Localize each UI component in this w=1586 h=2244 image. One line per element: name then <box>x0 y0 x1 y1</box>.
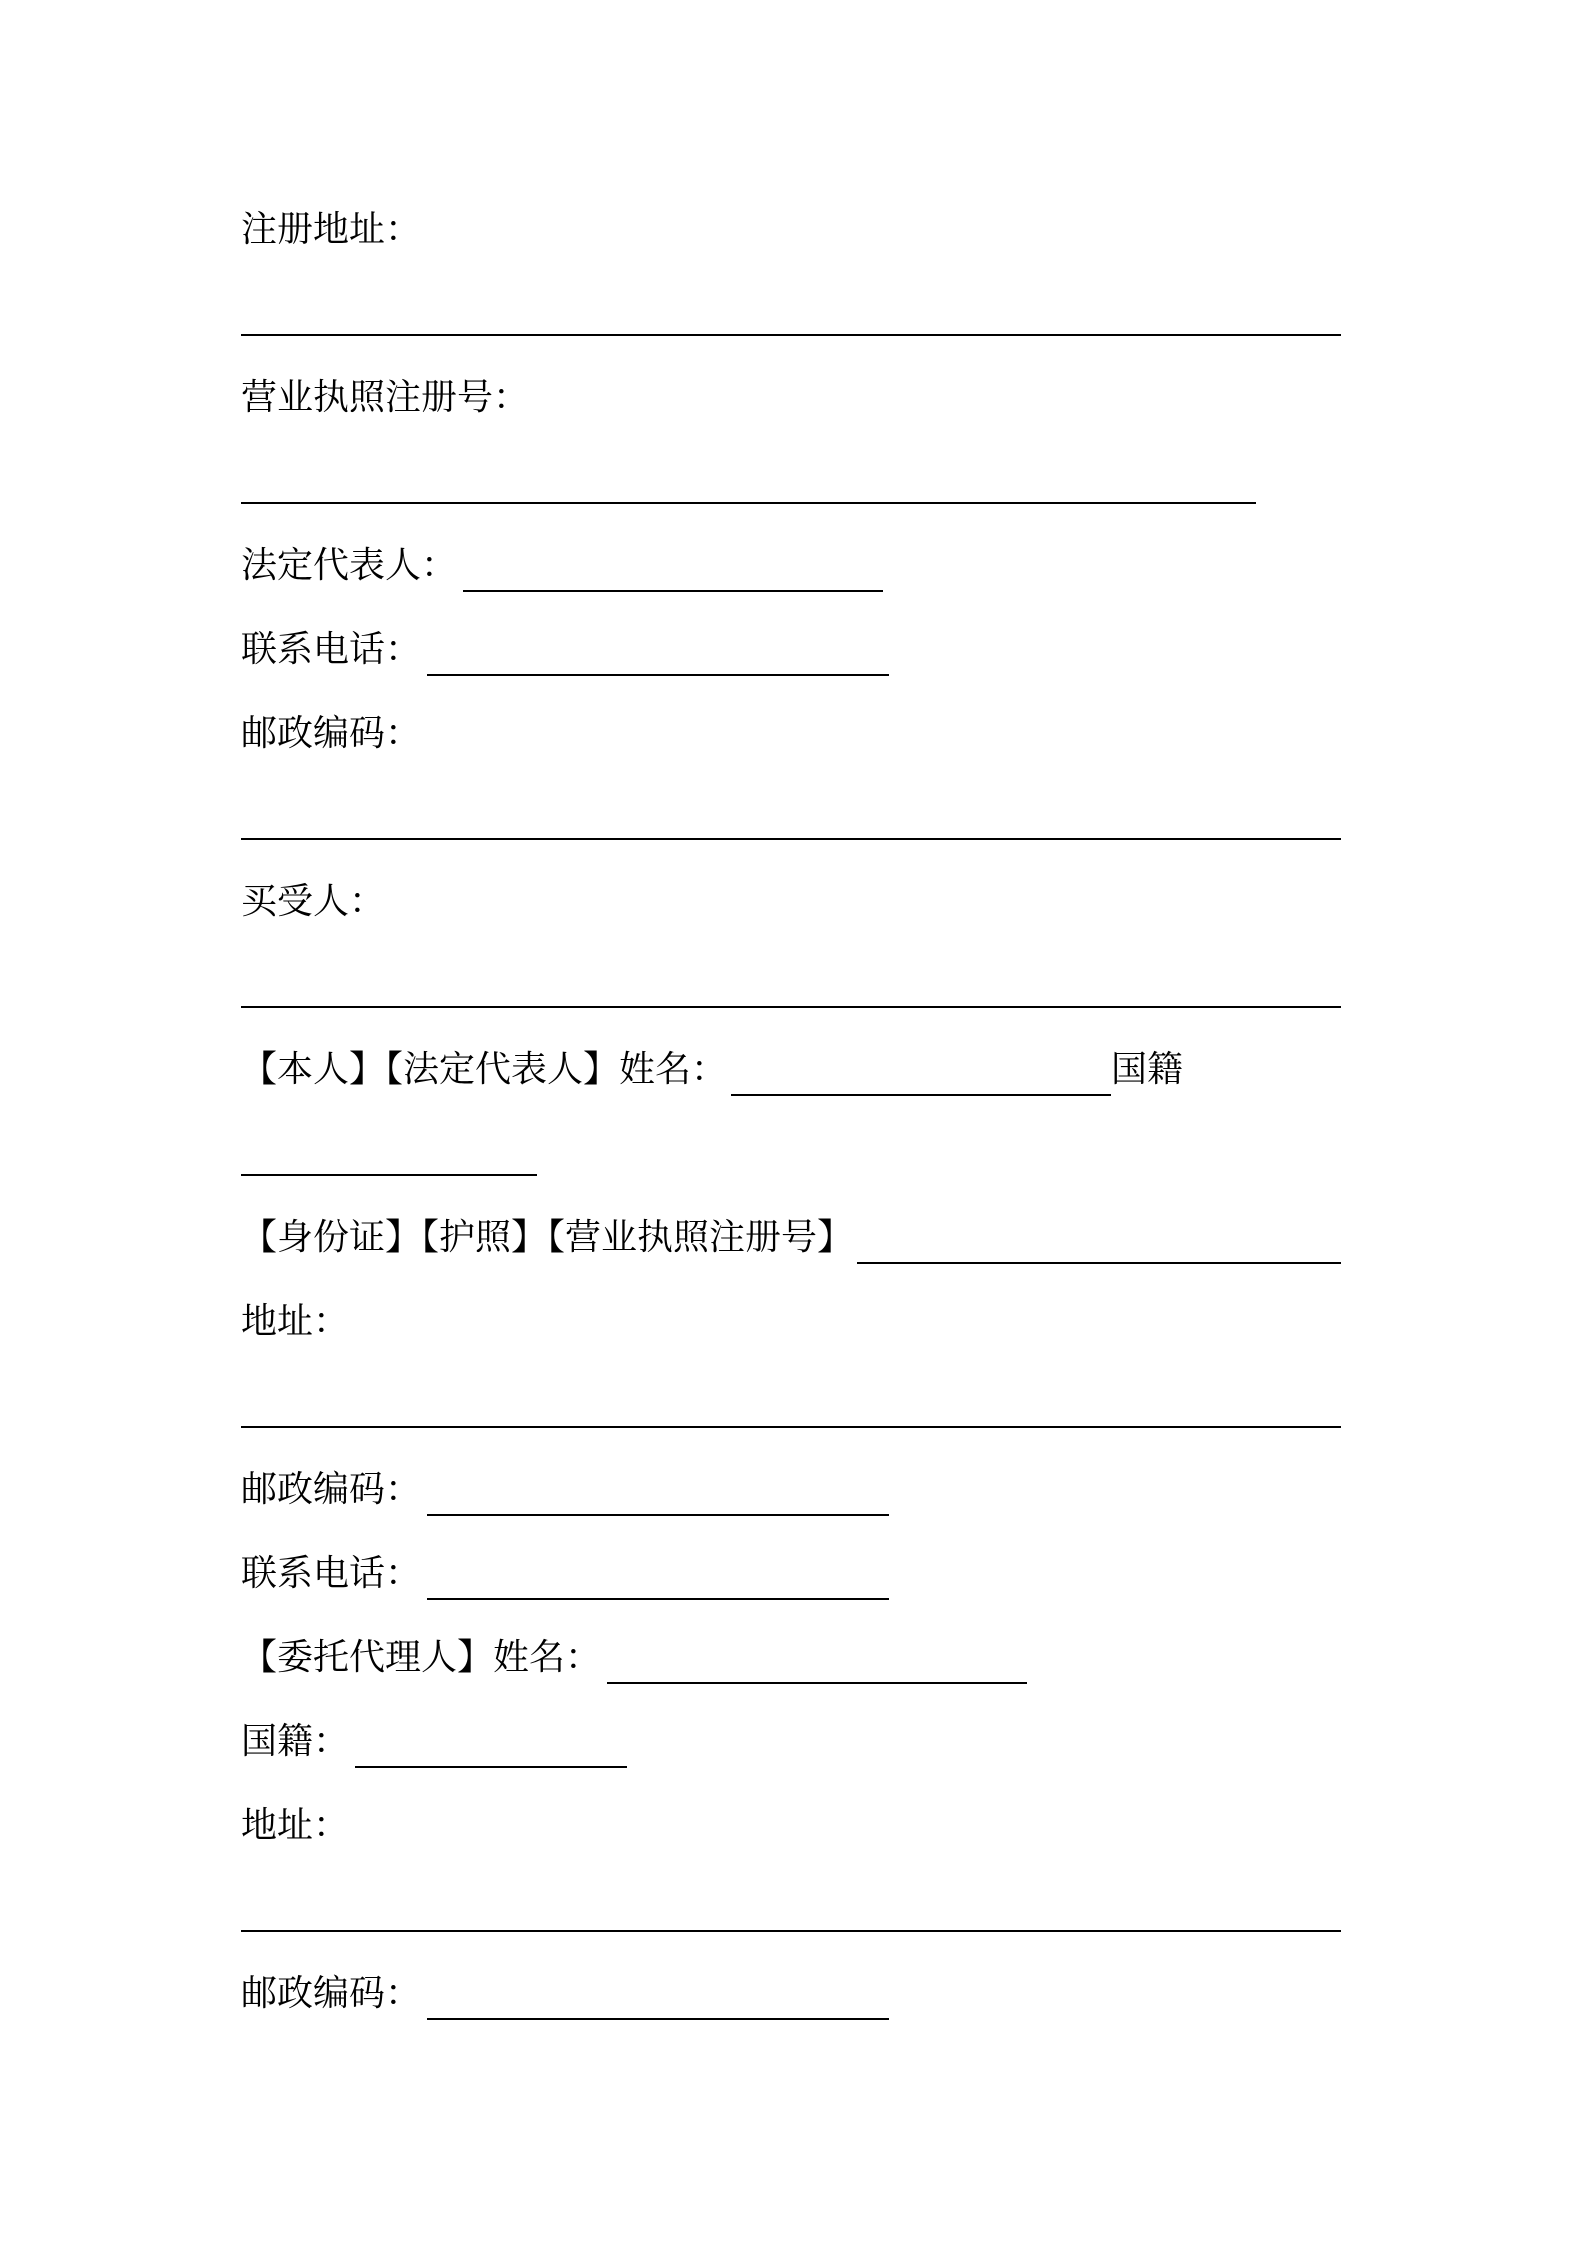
contact-phone-blank-1[interactable] <box>427 644 889 676</box>
name-blank[interactable] <box>731 1064 1111 1096</box>
agent-name-blank[interactable] <box>607 1652 1027 1684</box>
assignee-label: 买受人： <box>241 881 386 922</box>
business-license-label: 营业执照注册号： <box>241 377 530 418</box>
nationality-row <box>241 1708 627 1768</box>
address-row-1 <box>241 1288 349 1348</box>
postal-code-blank-3[interactable] <box>427 1988 889 2020</box>
postal-code-label-3: 邮政编码： <box>241 1973 422 2014</box>
address-blank-1[interactable] <box>241 1426 1341 1428</box>
name-row <box>241 1036 1183 1096</box>
address-label-1: 地址： <box>241 1301 350 1342</box>
address-row-2 <box>241 1792 349 1852</box>
id-row <box>241 1204 1341 1264</box>
address-label-2: 地址： <box>241 1805 350 1846</box>
legal-rep-blank[interactable] <box>463 560 883 592</box>
registered-address-row <box>241 196 421 256</box>
id-blank[interactable] <box>857 1232 1341 1264</box>
legal-rep-label: 法定代表人： <box>241 545 458 586</box>
agent-name-label: 【委托代理人】姓名： <box>241 1637 602 1678</box>
assignee-row <box>241 868 385 928</box>
address-blank-2[interactable] <box>241 1930 1341 1932</box>
contact-phone-row-1 <box>241 616 889 676</box>
nationality-inline-label: 国籍 <box>1111 1049 1184 1090</box>
registered-address-blank[interactable] <box>241 334 1341 336</box>
contact-phone-row-2 <box>241 1540 889 1600</box>
postal-code-label-1: 邮政编码： <box>241 713 422 754</box>
postal-code-row-3 <box>241 1960 889 2020</box>
business-license-row <box>241 364 529 424</box>
id-label: 【身份证】【护照】【营业执照注册号】 <box>241 1217 854 1258</box>
agent-name-row <box>241 1624 1027 1684</box>
postal-code-row-2 <box>241 1456 889 1516</box>
postal-code-blank-1[interactable] <box>241 838 1341 840</box>
registered-address-label: 注册地址： <box>241 209 422 250</box>
business-license-blank[interactable] <box>241 502 1256 504</box>
contact-phone-label-1: 联系电话： <box>241 629 422 670</box>
postal-code-row-1 <box>241 700 421 760</box>
name-label: 【本人】【法定代表人】姓名： <box>241 1049 728 1090</box>
legal-rep-row <box>241 532 883 592</box>
nationality-label: 国籍： <box>241 1721 350 1762</box>
assignee-blank[interactable] <box>241 1006 1341 1008</box>
contact-phone-blank-2[interactable] <box>427 1568 889 1600</box>
contact-phone-label-2: 联系电话： <box>241 1553 422 1594</box>
nationality-blank[interactable] <box>355 1736 627 1768</box>
postal-code-label-2: 邮政编码： <box>241 1469 422 1510</box>
postal-code-blank-2[interactable] <box>427 1484 889 1516</box>
nationality-inline-blank[interactable] <box>241 1174 537 1176</box>
